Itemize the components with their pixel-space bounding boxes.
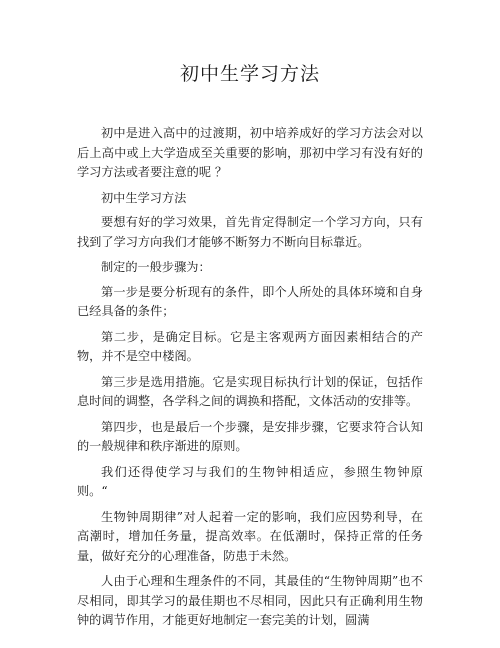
paragraph-step-1: 第一步是要分析现有的条件，即个人所处的具体环境和自身已经具备的条件； <box>77 284 423 318</box>
paragraph-biological-clock: 我们还得使学习与我们的生物钟相适应，参照生物钟原则。“ <box>77 464 423 498</box>
document-title: 初中生学习方法 <box>179 63 320 85</box>
paragraph-step-3: 第三步是选用措施。它是实现目标执行计划的保证，包括作息时间的调整，各学科之间的调换和搭配，文体活动的安排等。 <box>77 374 423 408</box>
paragraph-intro: 初中是进入高中的过渡期，初中培养成好的学习方法会对以后上高中或上大学造成至关重要的影响，那初中学习有没有好的学习方法或者要注意的呢 ？ <box>77 126 423 179</box>
paragraph-steps-intro: 制定的一般步骤为： <box>101 260 211 274</box>
paragraph-clock-cycle: 生物钟周期律”对人起着一定的影响，我们应因势利导，在高潮时，增加任务量，提高效率。在低潮时，保持正常的任务量，做好充分的心理准备，防患于未然。 <box>77 509 423 563</box>
document-body <box>77 124 423 637</box>
paragraph-step-2: 第二步，是确定目标。它是主客观两方面因素相结合的产物，并不是空中楼阁。 <box>77 329 423 363</box>
paragraph-subheading: 初中生学习方法 <box>101 190 187 205</box>
paragraph-direction: 要想有好的学习效果，首先肯定得制定一个学习方向，只有找到了学习方向我们才能够不断努力不断向目标靠近。 <box>77 215 423 249</box>
paragraph-step-4: 第四步，也是最后一个步骤，是安排步骤，它要求符合认知的一般规律和秩序渐进的原则。 <box>77 419 423 453</box>
paragraph-individual-differences: 人由于心理和生理条件的不同，其最佳的“生物钟周期”也不尽相同，即其学习的最佳期也不尽相同，因此只有正确利用生物钟的调节作用，才能更好地制定一套完美的计划，圆满 <box>77 574 423 627</box>
